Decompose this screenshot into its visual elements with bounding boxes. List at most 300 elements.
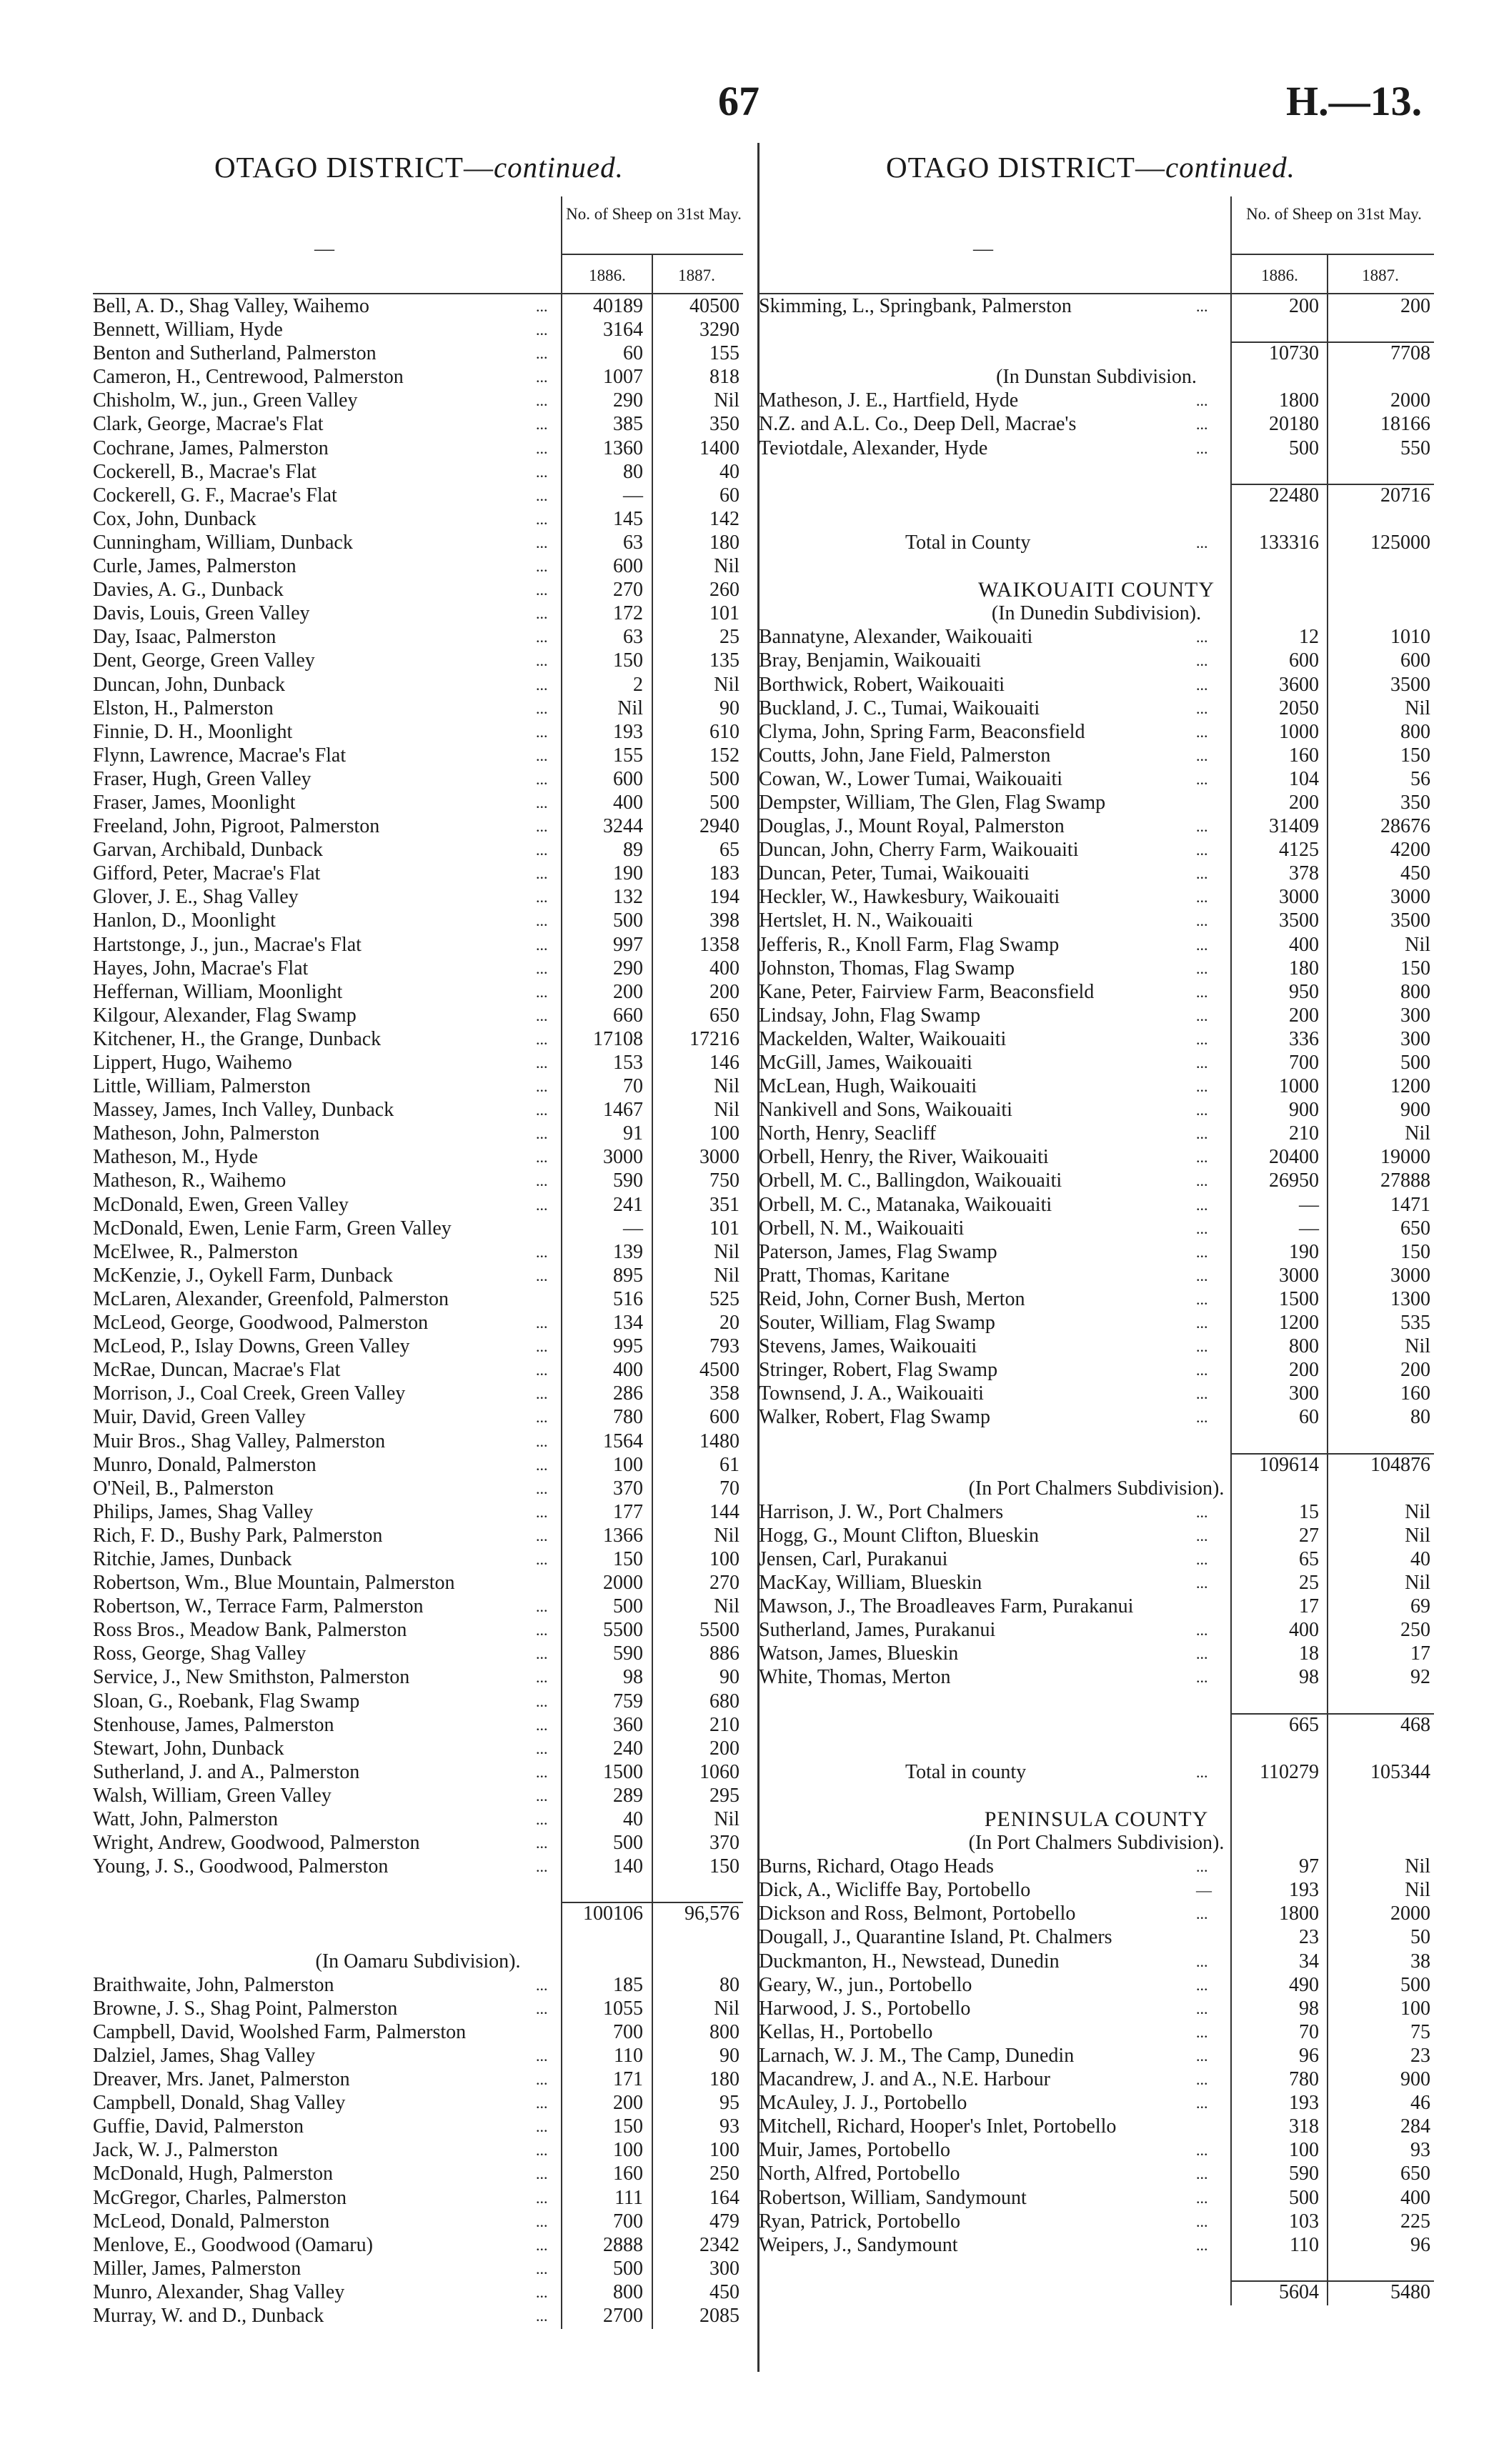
sheep-1886: 500	[1289, 437, 1319, 459]
table-row	[759, 649, 1434, 672]
owner-name: Stringer, Robert, Flag Swamp	[759, 1359, 998, 1382]
leader-dots: ...	[536, 2141, 548, 2160]
leader-dots: ...	[1196, 746, 1208, 764]
leader-dots: ...	[1196, 1645, 1208, 1663]
table-row	[759, 389, 1434, 412]
table-row	[759, 791, 1434, 814]
sheep-1887: 27888	[1380, 1169, 1430, 1192]
leader-dots: ...	[536, 2283, 548, 2301]
table-row	[759, 1145, 1434, 1169]
leader-dots: ...	[1196, 1526, 1208, 1545]
table-row	[759, 2162, 1434, 2185]
leader-dots: ...	[536, 1999, 548, 2017]
subtotal-row	[759, 1713, 1434, 1737]
leader-dots: ...	[1196, 935, 1208, 954]
right-year-sep	[1327, 254, 1328, 293]
sheep-1886: 1500	[1279, 1287, 1319, 1310]
table-row	[93, 957, 743, 980]
owner-name: Duncan, John, Cherry Farm, Waikouaiti	[759, 839, 1079, 862]
table-row	[759, 909, 1434, 932]
left-table	[93, 196, 743, 2328]
subtotal-1887: 7708	[1390, 342, 1430, 365]
sheep-1887: 1200	[1390, 1075, 1430, 1098]
sheep-1886: 900	[1289, 1099, 1319, 1122]
sheep-1886: 100	[613, 2139, 643, 2162]
owner-name: McDonald, Ewen, Lenie Farm, Green Valley	[93, 1217, 452, 1240]
leader-dots: ...	[1196, 652, 1208, 670]
sheep-1887: Nil	[1405, 697, 1430, 719]
sheep-1886: 91	[623, 1122, 643, 1145]
owner-name: Walsh, William, Green Valley	[93, 1784, 332, 1807]
sheep-1887: Nil	[714, 1075, 739, 1098]
figures-column-separator	[561, 294, 562, 2329]
owner-name: Fraser, Hugh, Green Valley	[93, 767, 312, 790]
table-row	[759, 1169, 1434, 1192]
owner-name: Rich, F. D., Bushy Park, Palmerston	[93, 1524, 383, 1547]
table-row	[759, 1618, 1434, 1642]
owner-name: Massey, James, Inch Valley, Dunback	[93, 1099, 394, 1122]
owner-name: Bannatyne, Alexander, Waikouaiti	[759, 626, 1033, 649]
sheep-1887: Nil	[714, 1240, 739, 1263]
right-table	[759, 196, 1434, 2304]
table-row	[93, 1855, 743, 1878]
sheep-1887: 250	[709, 2163, 739, 2185]
sheep-1886: 34	[1299, 1950, 1319, 1972]
owner-name: Skimming, L., Springbank, Palmerston	[759, 295, 1072, 317]
county-total-row	[759, 1760, 1434, 1784]
leader-dots: ...	[536, 1739, 548, 1757]
table-row	[93, 2138, 743, 2162]
leader-dots: ...	[1196, 2212, 1208, 2230]
leader-dots: ...	[536, 1786, 548, 1805]
county-heading	[759, 578, 1434, 602]
owner-name: Mawson, J., The Broadleaves Farm, Purakanui	[759, 1595, 1134, 1618]
table-row	[759, 1665, 1434, 1689]
sheep-1886: 180	[1289, 957, 1319, 979]
leader-dots: ...	[536, 1645, 548, 1663]
table-row	[93, 460, 743, 484]
owner-name: Jensen, Carl, Purakanui	[759, 1547, 948, 1570]
table-row	[93, 1831, 743, 1855]
sheep-1886: 270	[613, 579, 643, 602]
sheep-1886: —	[1299, 1193, 1319, 1216]
sheep-1886: 400	[1289, 933, 1319, 956]
table-row	[759, 838, 1434, 862]
leader-dots: ...	[536, 1857, 548, 1876]
owner-name: Stenhouse, James, Palmerston	[93, 1713, 334, 1736]
leader-dots: ...	[536, 1502, 548, 1521]
leader-dots: ...	[1196, 1385, 1208, 1403]
owner-name: Dickson and Ross, Belmont, Portobello	[759, 1902, 1076, 1925]
leader-dots: ...	[1196, 2022, 1208, 2041]
sheep-1886: 500	[613, 1595, 643, 1618]
table-row	[93, 767, 743, 791]
leader-dots: ...	[1196, 722, 1208, 741]
sheep-1887: 2940	[699, 815, 739, 838]
sheep-1887: 4200	[1390, 839, 1430, 862]
sheep-1887: 19000	[1380, 1146, 1430, 1169]
table-row	[759, 1547, 1434, 1571]
sheep-1887: 200	[709, 980, 739, 1003]
owner-name: Muir, David, Green Valley	[93, 1406, 306, 1429]
owner-name: Ryan, Patrick, Portobello	[759, 2210, 960, 2233]
table-row	[93, 791, 743, 814]
owner-name: Robertson, William, Sandymount	[759, 2186, 1027, 2209]
sheep-1887: 93	[1410, 2139, 1430, 2162]
leader-dots: ...	[1196, 1266, 1208, 1285]
table-row	[93, 1405, 743, 1429]
owner-name: McLaren, Alexander, Greenfold, Palmerston	[93, 1287, 449, 1310]
owner-name: Munro, Donald, Palmerston	[93, 1453, 317, 1476]
table-row	[759, 2044, 1434, 2068]
table-row	[93, 1453, 743, 1477]
leader-dots: ...	[536, 1762, 548, 1781]
spacer-row	[759, 460, 1434, 484]
table-row	[93, 744, 743, 767]
sheep-1886: 63	[623, 531, 643, 554]
table-row	[759, 1358, 1434, 1382]
subtotal-1887: 20716	[1380, 484, 1430, 507]
table-row	[759, 720, 1434, 744]
sheep-1886: 378	[1289, 862, 1319, 885]
sheep-1887: 135	[709, 649, 739, 672]
table-row	[93, 1358, 743, 1382]
subdivision-label: (In Oamaru Subdivision).	[315, 1950, 521, 1972]
sheep-1886: 70	[623, 1075, 643, 1098]
subtotal-row	[759, 1453, 1434, 1477]
sheep-1886: 63	[623, 626, 643, 649]
owner-name: Dent, George, Green Valley	[93, 649, 315, 672]
sheep-1886: 60	[1299, 1406, 1319, 1429]
leader-dots: ...	[536, 888, 548, 907]
table-row	[93, 1665, 743, 1689]
subtotal-1886: 10730	[1269, 342, 1319, 365]
owner-name: Dougall, J., Quarantine Island, Pt. Chalmers	[759, 1926, 1112, 1949]
owner-name: Young, J. S., Goodwood, Palmerston	[93, 1855, 389, 1878]
leader-dots: ...	[536, 1550, 548, 1568]
sheep-1887: 3000	[699, 1146, 739, 1169]
owner-name: Walker, Robert, Flag Swamp	[759, 1406, 991, 1429]
owner-name: McGregor, Charles, Palmerston	[93, 2186, 347, 2209]
sheep-1886: 600	[1289, 649, 1319, 672]
leader-dots: ...	[536, 2235, 548, 2254]
owner-name: Flynn, Lawrence, Macrae's Flat	[93, 744, 347, 767]
sheep-1887: 75	[1410, 2020, 1430, 2043]
county-total-1887: 125000	[1370, 531, 1430, 554]
table-row	[759, 1524, 1434, 1547]
leader-dots: ...	[1196, 1077, 1208, 1096]
owner-name: Hogg, G., Mount Clifton, Blueskin	[759, 1524, 1040, 1547]
spacer-row	[759, 1690, 1434, 1713]
sheep-1887: 80	[719, 1973, 739, 1996]
owner-name: Bennett, William, Hyde	[93, 319, 283, 341]
page-number: 67	[718, 78, 760, 124]
sheep-1887: 225	[1400, 2210, 1430, 2233]
owner-name: Robertson, Wm., Blue Mountain, Palmerston	[93, 1572, 455, 1595]
table-row	[93, 1145, 743, 1169]
subdivision-heading	[759, 1477, 1434, 1500]
leader-dots: ...	[536, 817, 548, 836]
owner-name: Garvan, Archibald, Dunback	[93, 839, 323, 862]
table-row	[93, 365, 743, 389]
owner-name: Cunningham, William, Dunback	[93, 531, 353, 554]
leader-dots: ...	[536, 486, 548, 504]
leader-dots: ...	[1196, 1029, 1208, 1048]
leader-dots: ...	[536, 533, 548, 552]
leader-dots: ...	[536, 1124, 548, 1143]
sheep-1886: 500	[613, 909, 643, 932]
table-row	[759, 1405, 1434, 1429]
leader-dots: ...	[536, 1715, 548, 1734]
spacer-row	[759, 1737, 1434, 1760]
right-title-italic: continued.	[1165, 151, 1295, 184]
owner-name: Orbell, Henry, the River, Waikouaiti	[759, 1146, 1049, 1169]
leader-dots: ...	[536, 1385, 548, 1403]
table-row	[93, 1547, 743, 1571]
sheep-1886: 25	[1299, 1572, 1319, 1595]
owner-name: Matheson, R., Waihemo	[93, 1169, 287, 1192]
sheep-1886: 155	[613, 744, 643, 767]
sheep-1886: 200	[1289, 1359, 1319, 1382]
sheep-1886: 1200	[1279, 1312, 1319, 1335]
sheep-1886: 516	[613, 1287, 643, 1310]
table-row	[93, 1004, 743, 1027]
owner-name: Braithwaite, John, Palmerston	[93, 1973, 334, 1996]
sheep-1886: 370	[613, 1477, 643, 1500]
left-table-header	[93, 196, 743, 293]
sheep-1886: 185	[613, 1973, 643, 1996]
left-sheep-heading: No. of Sheep on 31st May.	[566, 205, 742, 223]
sheep-1887: 900	[1400, 1099, 1430, 1122]
leader-dots: ...	[536, 1361, 548, 1380]
owner-name: Ritchie, James, Dunback	[93, 1547, 292, 1570]
leader-dots: ...	[1196, 959, 1208, 977]
sheep-1887: 1060	[699, 1760, 739, 1783]
owner-name: Jefferis, R., Knoll Farm, Flag Swamp	[759, 933, 1060, 956]
table-row	[759, 1193, 1434, 1217]
sheep-1886: —	[623, 1217, 643, 1240]
owner-name: Lippert, Hugo, Waihemo	[93, 1052, 292, 1074]
sheep-1887: 400	[709, 957, 739, 979]
figures-column-separator	[1230, 294, 1232, 2305]
spacer-row	[759, 318, 1434, 341]
leader-dots: ...	[536, 1077, 548, 1096]
sheep-1886: 111	[614, 2186, 643, 2209]
leader-dots: ...	[1196, 1172, 1208, 1190]
sheep-1887: 65	[719, 839, 739, 862]
leader-dots: ...	[536, 793, 548, 812]
leader-dots: ...	[536, 1006, 548, 1024]
right-year-1886: 1886.	[1261, 266, 1298, 284]
owner-name: Dempster, William, The Glen, Flag Swamp	[759, 791, 1106, 814]
sheep-1887: 25	[719, 626, 739, 649]
leader-dots: ...	[536, 1432, 548, 1450]
sheep-1887: 40500	[689, 295, 739, 317]
table-row	[759, 1240, 1434, 1264]
sheep-1886: 286	[613, 1382, 643, 1405]
sheep-1887: 152	[709, 744, 739, 767]
table-row	[759, 814, 1434, 838]
owner-name: Wright, Andrew, Goodwood, Palmerston	[93, 1832, 420, 1855]
table-row	[759, 1595, 1434, 1618]
leader-dots: ...	[1196, 1006, 1208, 1024]
sheep-1886: 3500	[1279, 909, 1319, 932]
sheep-1887: 1358	[699, 933, 739, 956]
sheep-1886: 20400	[1269, 1146, 1319, 1169]
owner-name: Cox, John, Dunback	[93, 507, 257, 530]
sheep-1886: 145	[613, 507, 643, 530]
sheep-1886: 241	[613, 1193, 643, 1216]
owner-name: Orbell, N. M., Waikouaiti	[759, 1217, 965, 1240]
sheep-1887: 69	[1410, 1595, 1430, 1618]
owner-name: Matheson, M., Hyde	[93, 1146, 258, 1169]
leader-dots: ...	[536, 1479, 548, 1497]
table-row	[759, 294, 1434, 318]
sheep-1886: 193	[1289, 1879, 1319, 1902]
owner-name: Jack, W. J., Palmerston	[93, 2139, 278, 2162]
leader-dots: ...	[1196, 1408, 1208, 1427]
subtotal-row	[759, 341, 1434, 365]
owner-name: Mackelden, Walter, Waikouaiti	[759, 1027, 1007, 1050]
sheep-1887: 56	[1410, 767, 1430, 790]
subtotal-1886: 665	[1289, 1713, 1319, 1736]
table-row	[93, 649, 743, 672]
sheep-1886: 2050	[1279, 697, 1319, 719]
table-row	[759, 933, 1434, 957]
table-row	[93, 602, 743, 625]
sheep-1886: 490	[1289, 1973, 1319, 1996]
leader-dots: ...	[536, 415, 548, 434]
owner-name: Buckland, J. C., Tumai, Waikouaiti	[759, 697, 1040, 719]
leader-dots: ...	[1196, 2235, 1208, 2254]
table-row	[759, 1571, 1434, 1595]
leader-dots: ...	[1196, 1124, 1208, 1143]
leader-dots: ...	[536, 2165, 548, 2183]
table-row	[93, 2044, 743, 2068]
owner-name: McKenzie, J., Oykell Farm, Dunback	[93, 1264, 393, 1287]
sheep-1887: 535	[1400, 1312, 1430, 1335]
leader-dots: ...	[536, 1148, 548, 1167]
sheep-1886: 153	[613, 1052, 643, 1074]
sheep-1886: 110	[1290, 2233, 1319, 2256]
table-row	[93, 1807, 743, 1831]
owner-name: Cockerell, G. F., Macrae's Flat	[93, 484, 337, 507]
owner-name: Coutts, John, Jane Field, Palmerston	[759, 744, 1051, 767]
sheep-1887: 90	[719, 2044, 739, 2067]
subdivision-label: (In Dunstan Subdivision.	[996, 366, 1197, 389]
spacer-row	[93, 1878, 743, 1902]
subdivision-heading	[759, 1831, 1434, 1855]
owner-name: Paterson, James, Flag Swamp	[759, 1240, 997, 1263]
sheep-1887: 100	[709, 1547, 739, 1570]
sheep-1887: 40	[719, 460, 739, 483]
sheep-1887: 900	[1400, 2068, 1430, 2091]
owner-name: McLeod, P., Islay Downs, Green Valley	[93, 1335, 410, 1358]
county-total-label: Total in County	[905, 531, 1031, 554]
leader-dots: ...	[1196, 1857, 1208, 1876]
sheep-1887: 194	[709, 886, 739, 909]
county-total-label: Total in county	[905, 1760, 1027, 1783]
leader-dots: ...	[1196, 1574, 1208, 1592]
owner-name: Duncan, John, Dunback	[93, 673, 286, 696]
sheep-1886: 660	[613, 1004, 643, 1027]
sheep-1887: 800	[1400, 720, 1430, 743]
leader-dots: ...	[536, 391, 548, 410]
owner-name: McLeod, Donald, Palmerston	[93, 2210, 330, 2233]
owner-name: McDonald, Hugh, Palmerston	[93, 2163, 333, 2185]
owner-name: Dick, A., Wicliffe Bay, Portobello	[759, 1879, 1031, 1902]
table-row	[93, 554, 743, 578]
owner-name: Campbell, David, Woolshed Farm, Palmerston	[93, 2020, 467, 2043]
owner-name: Freeland, John, Pigroot, Palmerston	[93, 815, 380, 838]
owner-name: Duckmanton, H., Newstead, Dunedin	[759, 1950, 1060, 1972]
leader-dots: ...	[1196, 1101, 1208, 1119]
spacer-row	[759, 507, 1434, 531]
owner-name: Benton and Sutherland, Palmerston	[93, 342, 377, 365]
sheep-1886: 17	[1299, 1595, 1319, 1618]
table-row	[93, 1430, 743, 1453]
county-heading	[759, 1807, 1434, 1831]
owner-name: Geary, W., jun., Portobello	[759, 1973, 972, 1996]
leader-dots: ...	[1196, 912, 1208, 930]
sheep-1887: 650	[1400, 2163, 1430, 2185]
leader-dots: ...	[536, 557, 548, 576]
leader-dots: ...	[1196, 1148, 1208, 1167]
sheep-1887: Nil	[714, 1524, 739, 1547]
sheep-1887: Nil	[1405, 1855, 1430, 1878]
sheep-1886: 200	[1289, 1004, 1319, 1027]
sheep-1887: Nil	[714, 673, 739, 696]
owner-name: North, Henry, Seacliff	[759, 1122, 937, 1145]
sheep-1887: 95	[719, 2092, 739, 2115]
subdivision-heading	[759, 602, 1434, 625]
sheep-1886: 193	[1289, 2092, 1319, 2115]
sheep-1886: 800	[1289, 1335, 1319, 1358]
leader-dots: ...	[536, 1101, 548, 1119]
sheep-1886: 23	[1299, 1926, 1319, 1949]
sheep-1886: 110	[614, 2044, 643, 2067]
sheep-1886: 171	[613, 2068, 643, 2091]
sheep-1886: 1007	[603, 366, 643, 389]
table-row	[759, 1855, 1434, 1878]
owner-name: Orbell, M. C., Ballingdon, Waikouaiti	[759, 1169, 1062, 1192]
sheep-1887: 800	[709, 2020, 739, 2043]
sheep-1887: 1480	[699, 1430, 739, 1452]
leader-dots: ...	[1196, 1762, 1208, 1781]
sheep-1886: 290	[613, 389, 643, 412]
sheep-1887: 400	[1400, 2186, 1430, 2209]
sheep-1887: 18166	[1380, 413, 1430, 436]
leader-dots: ...	[536, 982, 548, 1001]
sheep-1886: 800	[613, 2280, 643, 2303]
sheep-1886: 2700	[603, 2304, 643, 2327]
owner-name: Teviotdale, Alexander, Hyde	[759, 437, 988, 459]
sheep-1887: 2000	[1390, 1902, 1430, 1925]
owner-name: Watt, John, Palmerston	[93, 1808, 279, 1830]
leader-dots: ...	[1196, 415, 1208, 434]
leader-dots: ...	[1196, 888, 1208, 907]
sheep-1887: 90	[719, 1666, 739, 1689]
right-title-main: OTAGO DISTRICT—	[886, 151, 1165, 184]
table-row	[759, 1925, 1434, 1949]
sheep-1886: —	[1299, 1217, 1319, 1240]
owner-name: Pratt, Thomas, Karitane	[759, 1264, 950, 1287]
owner-name: White, Thomas, Merton	[759, 1666, 951, 1689]
sheep-1886: 150	[613, 1547, 643, 1570]
owner-name: Browne, J. S., Shag Point, Palmerston	[93, 1997, 398, 2020]
sheep-1886: 190	[613, 862, 643, 885]
leader-dots: ...	[536, 841, 548, 859]
